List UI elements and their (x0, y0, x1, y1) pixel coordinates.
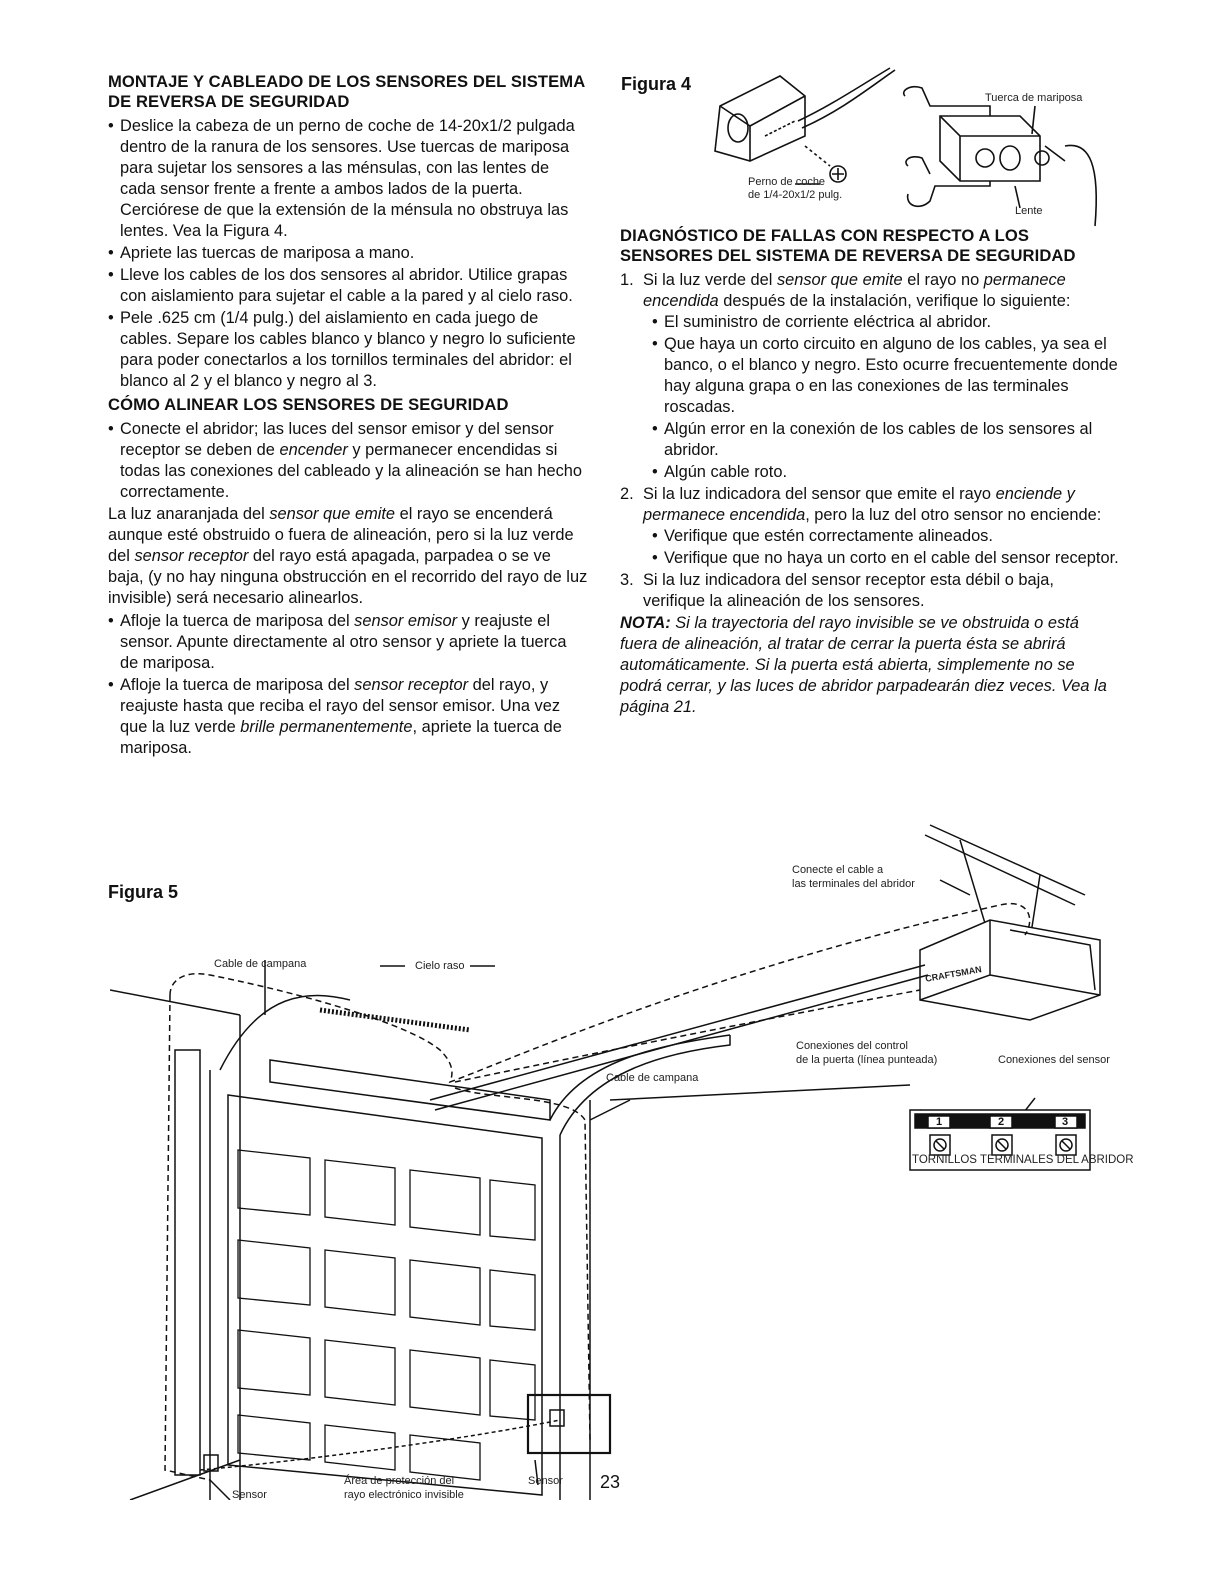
text: Si la luz verde del (643, 271, 777, 289)
label-tornillos: TORNILLOS TERMINALES DEL ABRIDOR (912, 1154, 1134, 1166)
text: , pero la luz del otro sensor no enciende: (805, 506, 1102, 524)
diagnostico-item (620, 270, 1120, 483)
heading-montaje: MONTAJE Y CABLEADO DE LOS SENSORES DEL SISTEMA DE REVERSA DE SEGURIDAD (108, 72, 585, 111)
montaje-item: • Apriete las tuercas de mariposa a mano. (108, 243, 588, 264)
label-sensor-left: Sensor (232, 1489, 267, 1501)
figure-4-illustration (690, 66, 1120, 228)
text: Si la luz indicadora del sensor que emite el rayo (643, 485, 996, 503)
label-perno-2: de 1/4-20x1/2 pulg. (748, 189, 843, 201)
heading-diagnostico: DIAGNÓSTICO DE FALLAS CON RESPECTO A LOS SENSORES DEL SISTEMA DE REVERSA DE SEGURIDAD (620, 226, 1076, 265)
text: Si la trayectoria del rayo invisible se ve obstruida o está fuera de alineación, al tratar de cerrar la puerta ésta se abrirá automáticamente. Si la puerta está abierta, simplemente no se podrá cerrar, y las luces de abridor parpadearán diez veces. Vea la página 21. (620, 614, 1107, 716)
montaje-item: • Pele .625 cm (1/4 pulg.) del aislamiento en cada juego de cables. Separe los cables blanco y blanco y negro lo suficiente para poder conectarlos a los tornillos terminales del abridor: el blanco al 2 y el blanco y negro al 3. (108, 308, 588, 392)
text: después de la instalación, verifique lo siguiente: (718, 292, 1071, 310)
montaje-item: • Deslice la cabeza de un perno de coche de 14-20x1/2 pulgada dentro de la ranura de los sensores. Use tuercas de mariposa para sujetar los sensores a las ménsulas, con las lentes de cada sensor frente a frente a ambos lados de la puerta. Cerciórese de que la extensión de la ménsula no obstruya las lentes. Vea la Figura 4. (108, 116, 588, 242)
text: y permanecer encendidas si todas las conexiones del cableado y la alineación se han hecho correctamente. (120, 441, 582, 501)
heading-alinear: CÓMO ALINEAR LOS SENSORES DE SEGURIDAD (108, 395, 509, 414)
emphasis: encender (279, 441, 348, 459)
label-cable-campana-1: Cable de campana (214, 958, 307, 970)
text: el rayo se encenderá aunque esté obstruido o fuera de alineación, pero si la luz verde del (108, 505, 574, 565)
alinear-item (108, 675, 588, 759)
sub-list (652, 526, 1120, 569)
item-number: 3. (620, 571, 634, 589)
text: del rayo, y reajuste hasta que reciba el rayo del sensor emisor. Una vez que la luz verde (120, 676, 561, 736)
item-number: 2. (620, 485, 634, 503)
label-conex-sensor: Conexiones del sensor (998, 1054, 1110, 1066)
sub-item: • Algún error en la conexión de los cables de los sensores al abridor. (652, 419, 1120, 461)
nota-label: NOTA: (620, 614, 671, 632)
label-sensor-right: Sensor (528, 1475, 563, 1487)
emphasis: sensor que emite (776, 271, 903, 289)
diagnostico-list (620, 270, 1120, 612)
label-perno-1: Perno de coche (748, 176, 826, 188)
emphasis: sensor emisor (354, 612, 458, 630)
label-control-2: de la puerta (línea punteada) (796, 1054, 938, 1066)
sub-item: • Algún cable roto. (652, 462, 1120, 483)
sub-item: • Verifique que no haya un corto en el cable del sensor receptor. (652, 548, 1120, 569)
figure-4-title: Figura 4 (621, 74, 692, 94)
text: Afloje la tuerca de mariposa del (120, 612, 355, 630)
label-term-3: 3 (1062, 1116, 1069, 1128)
emphasis: enciende y permanece encendida (643, 485, 1075, 524)
sub-list (652, 312, 1120, 483)
alinear-list-1 (108, 419, 588, 503)
emphasis: sensor receptor (354, 676, 469, 694)
label-area-2: rayo electrónico invisible (344, 1489, 464, 1501)
text: Si la luz indicadora del sensor receptor esta débil o baja, verifique la alineación de los sensores. (643, 571, 1054, 610)
left-column (108, 72, 588, 760)
text: del rayo está apagada, parpadea o se ve baja, (y no hay ninguna obstrucción en el recorrido del rayo de luz invisible) será necesario alinearlos. (108, 547, 588, 607)
label-lente: Lente (1015, 205, 1043, 217)
sub-item: • Que haya un corto circuito en alguno de los cables, ya sea el banco, o el blanco y negro. Esto ocurre frecuentemente donde hay alguna grapa o en las conexiones de las terminales roscadas. (652, 334, 1120, 418)
emphasis: permanece encendida (643, 271, 1066, 310)
alinear-item (108, 611, 588, 674)
label-term-1: 1 (936, 1116, 943, 1128)
label-conecte-2: las terminales del abridor (792, 878, 915, 890)
montaje-list (108, 116, 588, 392)
text: y reajuste el sensor. Apunte directamente al otro sensor y apriete la tuerca de mariposa. (120, 612, 567, 672)
text: el rayo no (902, 271, 984, 289)
emphasis: sensor que emite (269, 505, 396, 523)
nota-paragraph (620, 613, 1120, 718)
label-tuerca: Tuerca de mariposa (985, 92, 1083, 104)
label-cielo-raso: Cielo raso (415, 960, 465, 972)
right-column (620, 226, 1120, 720)
sub-item: • Verifique que estén correctamente alineados. (652, 526, 1120, 547)
figure-5-title: Figura 5 (108, 882, 179, 902)
alinear-list-2 (108, 611, 588, 759)
montaje-item: • Lleve los cables de los dos sensores al abridor. Utilice grapas con aislamiento para sujetar el cable a la pared y al cielo raso. (108, 265, 588, 307)
diagnostico-item (620, 570, 1120, 612)
emphasis: brille permanentemente (240, 718, 413, 736)
label-control-1: Conexiones del control (796, 1040, 908, 1052)
label-term-2: 2 (998, 1116, 1005, 1128)
text: La luz anaranjada del (108, 505, 270, 523)
label-conecte-1: Conecte el cable a (792, 864, 884, 876)
alinear-item (108, 419, 588, 503)
page-number: 23 (600, 1472, 621, 1492)
text: , apriete la tuerca de mariposa. (120, 718, 562, 757)
alinear-paragraph (108, 504, 588, 609)
label-brand: CRAFTSMAN (924, 964, 983, 984)
text: Afloje la tuerca de mariposa del (120, 676, 355, 694)
diagnostico-item (620, 484, 1120, 569)
emphasis: sensor receptor (134, 547, 249, 565)
sub-item: • El suministro de corriente eléctrica al abridor. (652, 312, 1120, 333)
text: Conecte el abridor; las luces del sensor emisor y del sensor receptor se deben de (120, 420, 554, 459)
item-number: 1. (620, 271, 634, 289)
label-cable-campana-2: Cable de campana (606, 1072, 699, 1084)
label-area-1: Área de protección del (344, 1475, 455, 1487)
